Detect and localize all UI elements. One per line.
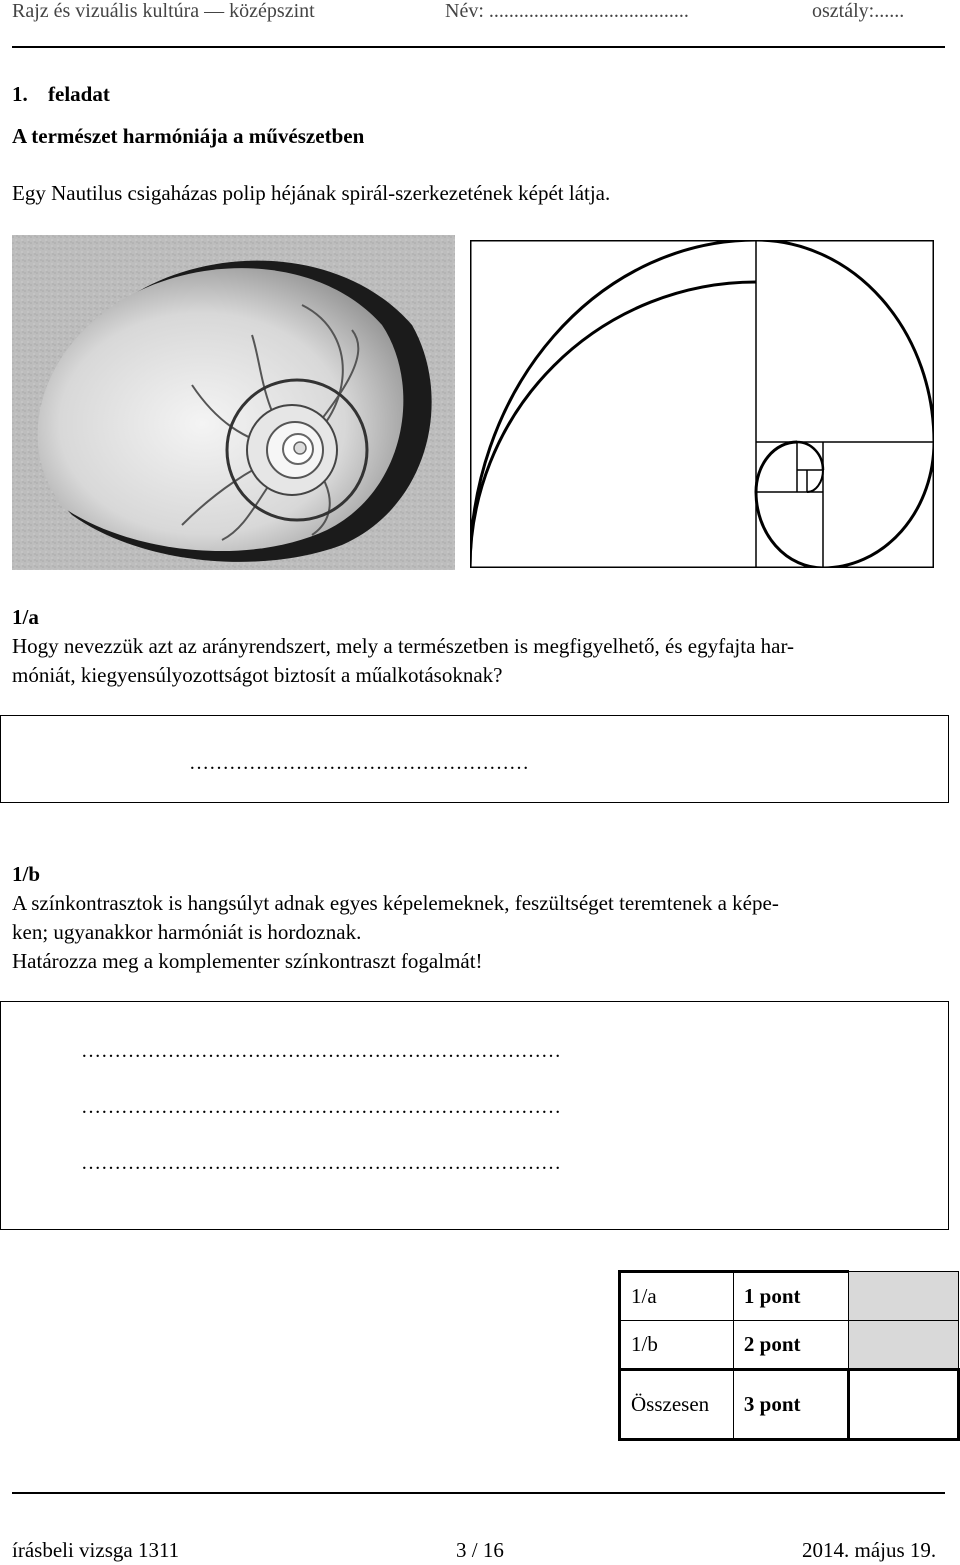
task-intro: Egy Nautilus csigaházas polip héjának spirál-szerkezetének képét látja. [12, 181, 611, 205]
score-item: 1/b [620, 1321, 734, 1370]
golden-spiral-diagram [470, 240, 934, 568]
header-rule [12, 46, 945, 48]
score-row-total [620, 1370, 959, 1440]
question-1b-text-line3: Határozza meg a komplementer színkontraszt fogalmát! [12, 949, 483, 973]
score-row-1b [620, 1321, 959, 1370]
question-1b-label: 1/b [12, 862, 41, 886]
score-total-earned-cell[interactable] [848, 1370, 958, 1440]
task-subtitle: A természet harmóniája a művészetben [12, 124, 365, 148]
header-class-field: osztály:...... [812, 0, 905, 22]
question-1a-label: 1/a [12, 605, 39, 629]
score-table [618, 1270, 960, 1441]
answer-box-1b[interactable] [0, 1001, 949, 1230]
score-earned-cell[interactable] [848, 1272, 958, 1321]
answer-line-1a[interactable]: …………………………………………… [189, 752, 529, 774]
score-item: 1/a [620, 1272, 734, 1321]
score-points: 3 pont [733, 1370, 848, 1440]
footer-rule [12, 1492, 945, 1494]
score-points: 1 pont [733, 1272, 848, 1321]
score-points: 2 pont [733, 1321, 848, 1370]
footer-page-number: 3 / 16 [456, 1538, 504, 1562]
task-title: feladat [48, 82, 110, 106]
answer-line-1b-2[interactable]: ……………………………………………………………… [81, 1096, 561, 1118]
header-name-field: Név: ........................................ [445, 0, 689, 22]
score-item: Összesen [620, 1370, 734, 1440]
answer-box-1a[interactable] [0, 715, 949, 803]
question-1a-text-line2: móniát, kiegyensúlyozottságot biztosít a műalkotásoknak? [12, 663, 503, 687]
header-subject: Rajz és vizuális kultúra — középszint [12, 0, 315, 22]
score-row-1a [620, 1272, 959, 1321]
nautilus-shell-image [12, 235, 455, 570]
answer-line-1b-1[interactable]: ……………………………………………………………… [81, 1040, 561, 1062]
question-1a-text-line1: Hogy nevezzük azt az arányrendszert, mely a természetben is megfigyelhető, és egyfajta har- [12, 634, 795, 658]
footer-exam-id: írásbeli vizsga 1311 [12, 1538, 180, 1562]
question-1b-text-line1: A színkontrasztok is hangsúlyt adnak egyes képelemeknek, feszültséget teremtenek a képe- [12, 891, 779, 915]
footer-date: 2014. május 19. [802, 1538, 937, 1562]
score-earned-cell[interactable] [848, 1321, 958, 1370]
answer-line-1b-3[interactable]: ……………………………………………………………… [81, 1152, 561, 1174]
question-1b-text-line2: ken; ugyanakkor harmóniát is hordoznak. [12, 920, 362, 944]
task-number: 1. [12, 82, 28, 106]
